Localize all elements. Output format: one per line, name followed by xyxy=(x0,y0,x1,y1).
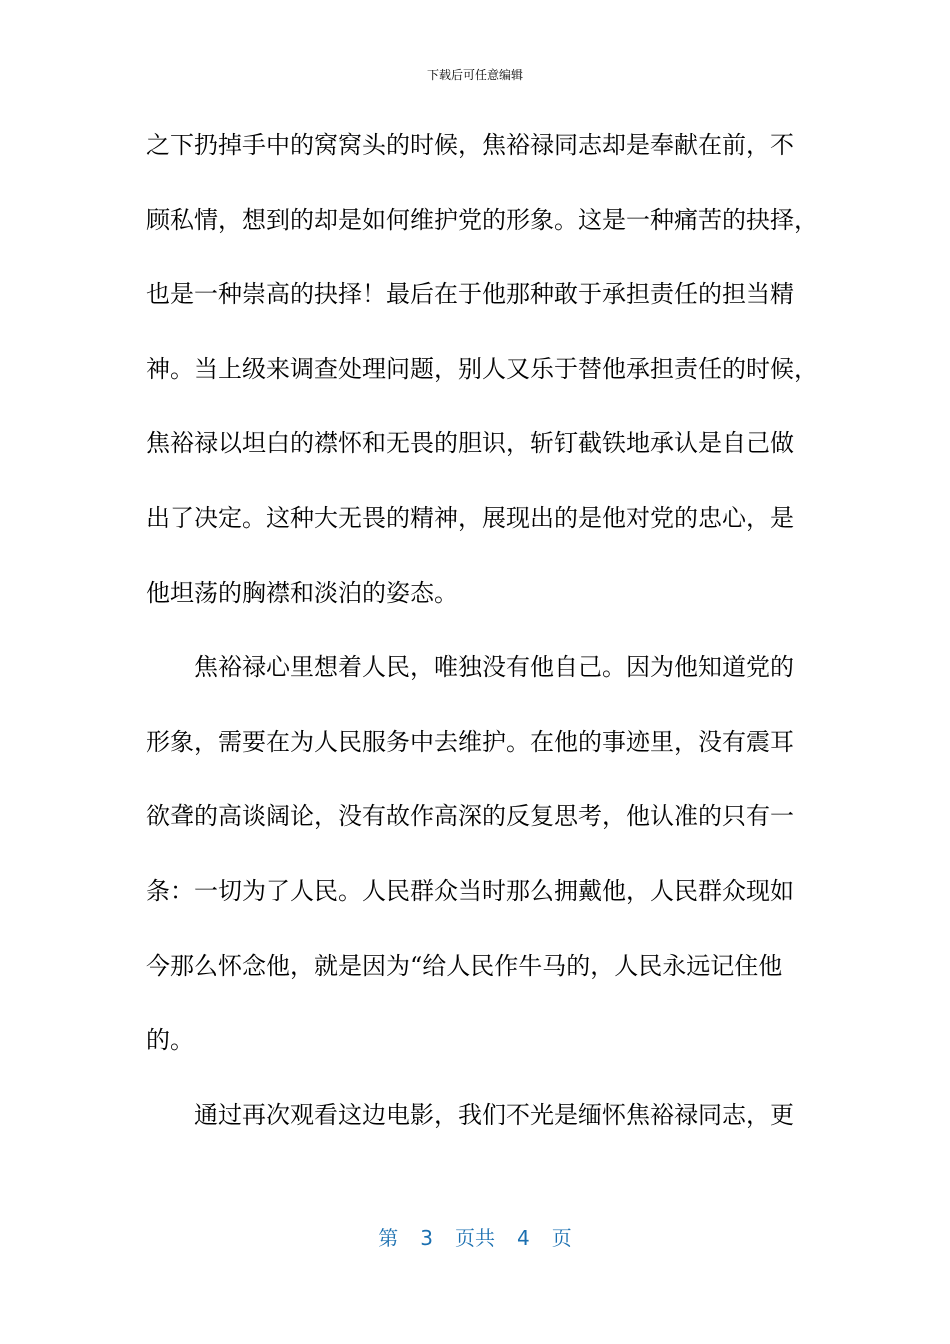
text-line: 神。当上级来调查处理问题，别人又乐于替他承担责任的时候， xyxy=(146,354,818,383)
text-line: 出了决定。这种大无畏的精神，展现出的是他对党的忠心，是 xyxy=(146,503,794,532)
text-line: 今那么怀念他，就是因为“给人民作牛马的，人民永远记住他 xyxy=(146,951,783,980)
footer-middle: 页共 xyxy=(455,1226,495,1250)
text-line: 之下扔掉手中的窝窝头的时候，焦裕禄同志却是奉献在前，不 xyxy=(146,131,794,159)
body-text xyxy=(146,118,818,1162)
footer-suffix: 页 xyxy=(551,1226,572,1250)
header-note: 下载后可任意编辑 xyxy=(426,68,523,82)
text-line: 顾私情，想到的却是如何维护党的形象。这是一种痛苦的抉择， xyxy=(146,205,818,234)
current-page-number: 3 xyxy=(420,1226,433,1250)
paragraph-start-line: 焦裕禄心里想着人民，唯独没有他自己。因为他知道党的 xyxy=(194,653,794,682)
page-number-footer xyxy=(0,1224,950,1252)
footer-prefix: 第 xyxy=(378,1226,399,1250)
text-line: 焦裕禄以坦白的襟怀和无畏的胆识，斩钉截铁地承认是自己做 xyxy=(146,429,794,458)
text-line: 的。 xyxy=(146,1026,194,1055)
total-pages-number: 4 xyxy=(517,1226,530,1250)
text-line: 他坦荡的胸襟和淡泊的姿态。 xyxy=(146,578,458,607)
text-line: 形象，需要在为人民服务中去维护。在他的事迹里，没有震耳 xyxy=(146,727,794,756)
paragraph-start-line: 通过再次观看这边电影，我们不光是缅怀焦裕禄同志，更 xyxy=(194,1100,794,1129)
text-line: 欲聋的高谈阔论，没有故作高深的反复思考，他认准的只有一 xyxy=(146,802,794,831)
text-line: 也是一种崇高的抉择！最后在于他那种敢于承担责任的担当精 xyxy=(146,280,794,309)
text-line: 条：一切为了人民。人民群众当时那么拥戴他，人民群众现如 xyxy=(146,876,794,905)
